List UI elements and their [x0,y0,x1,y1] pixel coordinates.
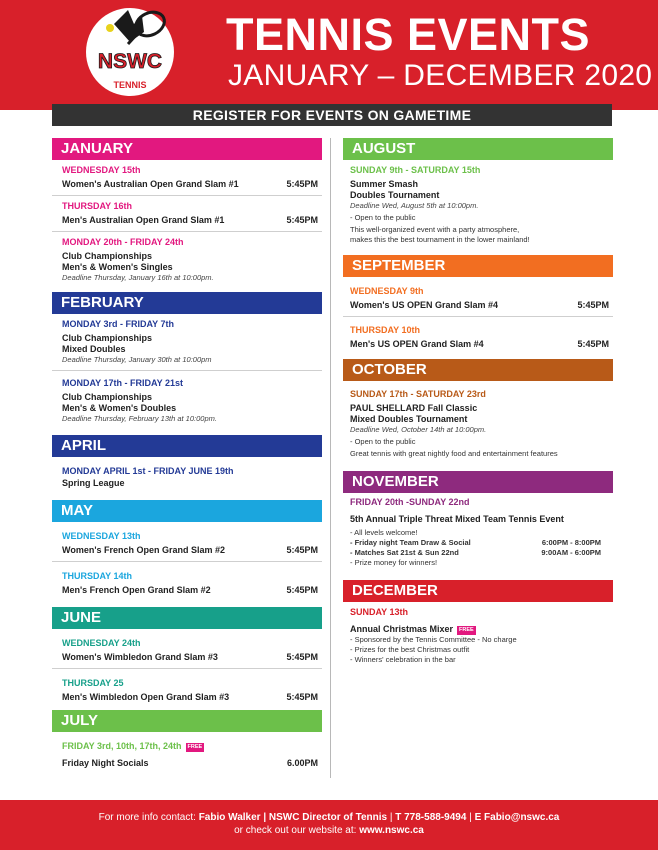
event-item [52,371,322,429]
event-date: THURSDAY 14th [62,571,133,581]
month-header-may: MAY [52,500,322,522]
event-description: This well-organized event with a party atmosphere, [350,225,520,234]
event-bullet: - Open to the public [350,437,416,446]
event-time: 5:45PM [577,300,609,310]
event-item [52,314,322,371]
right-column [343,138,613,670]
event-date: THURSDAY 10th [350,325,421,335]
event-name: Women's Wimbledon Grand Slam #3 [62,652,218,662]
header-banner [0,0,658,110]
free-badge: FREE [187,744,203,750]
event-item [343,493,613,573]
event-date: MONDAY APRIL 1st - FRIDAY JUNE 19th [62,466,234,476]
event-bullet: - Prizes for the best Christmas outfit [350,645,470,654]
month-header-july: JULY [52,710,322,732]
event-name: PAUL SHELLARD Fall Classic [350,403,478,413]
month-header-january: JANUARY [52,138,322,160]
footer-separator: | [389,812,393,823]
event-bullet: - Matches Sat 21st & Sun 22nd [350,548,459,557]
event-subname: Men's & Women's Singles [62,262,173,272]
event-bullet: - Sponsored by the Tennis Committee - No charge [350,635,517,644]
nswc-logo [84,2,176,100]
event-bullet: - Prize money for winners! [350,558,438,567]
month-header-june: JUNE [52,607,322,629]
event-name: Club Championships [62,392,152,402]
register-banner[interactable]: REGISTER FOR EVENTS ON GAMETIME [52,104,612,126]
event-name: Women's US OPEN Grand Slam #4 [350,300,499,310]
event-date: WEDNESDAY 15th [62,165,141,175]
event-name: Friday Night Socials [62,758,149,768]
event-item [52,629,322,669]
event-name: Women's French Open Grand Slam #2 [62,545,226,555]
event-bullet: - All levels welcome! [350,528,418,537]
event-date: SUNDAY 17th - SATURDAY 23rd [350,389,486,399]
footer-prefix: For more info contact: [98,812,196,823]
event-deadline: Deadline Wed, October 14th at 10:00pm. [350,425,487,434]
event-item [343,160,613,250]
event-date: THURSDAY 16th [62,201,133,211]
event-time: 5:45PM [286,545,318,555]
event-name: Women's Australian Open Grand Slam #1 [62,179,239,189]
email-link[interactable]: Fabio@nswc.ca [484,812,560,823]
event-item [52,562,322,601]
month-header-november: NOVEMBER [343,471,613,493]
event-time: 6.00PM [286,758,318,768]
website-link[interactable]: www.nswc.ca [359,825,424,836]
event-deadline: Deadline Thursday, January 30th at 10:00pm [62,355,212,364]
website-prefix: or check out our website at: [234,825,357,836]
event-item [52,669,322,708]
event-deadline: Deadline Thursday, February 13th at 10:00pm. [62,414,217,423]
event-date: SUNDAY 13th [350,607,409,617]
event-time: 6:00PM - 8:00PM [541,538,601,547]
phone-label: T [395,812,402,823]
event-name: Men's French Open Grand Slam #2 [62,585,211,595]
event-date: MONDAY 3rd - FRIDAY 7th [62,319,175,329]
event-name: Summer Smash [350,179,419,189]
event-name: Men's Australian Open Grand Slam #1 [62,215,225,225]
month-header-october: OCTOBER [343,359,613,381]
footer [0,800,658,850]
event-time: 5:45PM [286,652,318,662]
footer-website-line [0,824,658,837]
event-name: 5th Annual Triple Threat Mixed Team Tennis Event [350,514,564,524]
event-time: 5:45PM [286,585,318,595]
event-date: WEDNESDAY 9th [350,286,424,296]
event-description: makes this the best tournament in the lower mainland! [350,235,530,244]
event-time: 5:45PM [286,692,318,702]
footer-contact: Fabio Walker | NSWC Director of Tennis [198,812,388,823]
event-date: FRIDAY 3rd, 10th, 17th, 24th [62,741,182,751]
footer-separator: | [469,812,472,823]
event-name: Spring League [62,478,125,488]
event-item [343,381,613,464]
month-header-december: DECEMBER [343,580,613,602]
event-time: 5:45PM [286,179,318,189]
event-bullet: - Open to the public [350,213,416,222]
event-date: THURSDAY 25 [62,678,124,688]
event-bullet: - Friday night Team Draw & Social [350,538,471,547]
event-date: FRIDAY 20th -SUNDAY 22nd [350,497,470,507]
month-header-february: FEBRUARY [52,292,322,314]
event-bullet: - Winners' celebration in the bar [350,655,456,664]
event-item [52,160,322,196]
event-subname: Men's & Women's Doubles [62,403,177,413]
event-item [52,196,322,232]
event-time: 5:45PM [577,339,609,349]
event-date: WEDNESDAY 24th [62,638,141,648]
event-name: Men's US OPEN Grand Slam #4 [350,339,484,349]
event-subname: Mixed Doubles [62,344,126,354]
event-deadline: Deadline Thursday, January 16th at 10:00pm. [62,273,214,282]
event-item [343,602,613,670]
event-date: WEDNESDAY 13th [62,531,141,541]
left-column [52,138,322,774]
event-subname: Mixed Doubles Tournament [350,414,468,424]
event-name: Club Championships [62,251,152,261]
event-name: Annual Christmas Mixer [350,624,454,634]
event-item [52,457,322,494]
event-time: 9:00AM - 6:00PM [541,548,601,557]
email-label: E [474,812,482,823]
event-item [343,277,613,317]
event-item [52,522,322,562]
event-date: MONDAY 17th - FRIDAY 21st [62,378,184,388]
footer-contact-line [0,811,658,824]
event-description: Great tennis with great nightly food and entertainment features [350,449,558,458]
month-header-april: APRIL [52,435,322,457]
free-badge: FREE [459,627,474,633]
event-date: MONDAY 20th - FRIDAY 24th [62,237,184,247]
logo-text: NSWC [97,50,163,73]
event-name: Men's Wimbledon Open Grand Slam #3 [62,692,230,702]
logo-subtext: TENNIS [113,80,147,90]
event-item [52,232,322,288]
event-date: SUNDAY 9th - SATURDAY 15th [350,165,481,175]
page-title: TENNIS EVENTS [226,9,591,60]
event-item [343,317,613,355]
event-name: Club Championships [62,333,152,343]
phone-number[interactable]: 778-588-9494 [404,812,467,823]
event-subname: Doubles Tournament [350,190,440,200]
month-header-september: SEPTEMBER [343,255,613,277]
event-time: 5:45PM [286,215,318,225]
event-item [52,732,322,774]
event-deadline: Deadline Wed, August 5th at 10:00pm. [350,201,479,210]
month-header-august: AUGUST [343,138,613,160]
column-divider [330,138,331,778]
page-subtitle: JANUARY – DECEMBER 2020 [228,59,653,92]
